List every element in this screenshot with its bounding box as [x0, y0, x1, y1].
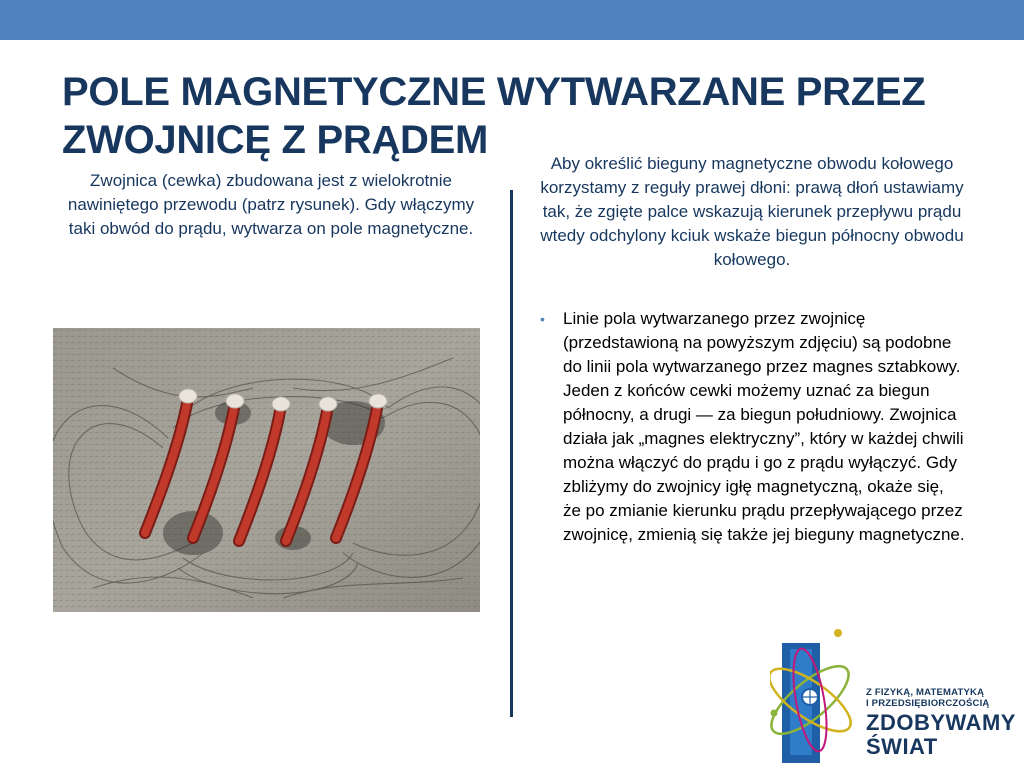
title-line-2: ZWOJNICĘ Z PRĄDEM	[62, 118, 489, 162]
solenoid-iron-filings-photo	[53, 328, 480, 612]
bullet-dot-icon: •	[540, 311, 545, 327]
logo-title-line-1: ZDOBYWAMY	[866, 710, 1016, 735]
left-intro-text: Zwojnica (cewka) zbudowana jest z wielokrotnie nawiniętego przewodu (patrz rysunek). Gdy włączymy taki obwód do prądu, wytwarza on pole magnetyczne.	[67, 171, 475, 238]
vertical-divider	[510, 190, 513, 717]
logo-title-line-2: ŚWIAT	[866, 734, 938, 759]
bullet-text: Linie pola wytwarzanego przez zwojnicę (przedstawioną na powyższym zdjęciu) są podobne do linii pola wytwarzanego przez magnes sztabkowy. Jeden z końców cewki możemy uznać za biegun północny, a drugi — za biegun południowy. Zwojnica działa jak „magnes elektryczny”, który w każdej chwili można włączyć do prądu i go z prądu wyłączyć. Gdy zbliżymy do zwojnicy igłę magnetyczną, okaże się, że po zmianie kierunku prądu przepływającego przez zwojnicę, zmienią się także jej bieguny magnetyczne.	[563, 309, 965, 544]
right-intro-text: Aby określić bieguny magnetyczne obwodu kołowego korzystamy z reguły prawej dłoni: prawą dłoń ustawiamy tak, że zgięte palce wskazują kierunek przepływu prądu wtedy odchylony kciuk wskaże biegun północny obwodu kołowego.	[540, 154, 964, 269]
logo-tagline-line-1: Z FIZYKĄ, MATEMATYKĄ	[866, 687, 985, 698]
title-line-1: POLE MAGNETYCZNE WYTWARZANE PRZEZ	[62, 70, 926, 114]
top-accent-bar	[0, 0, 1024, 40]
slide-title	[62, 68, 962, 164]
logo-tagline-line-2: I PRZEDSIĘBIORCZOŚCIĄ	[866, 698, 990, 709]
bullet-list-item	[540, 307, 965, 547]
